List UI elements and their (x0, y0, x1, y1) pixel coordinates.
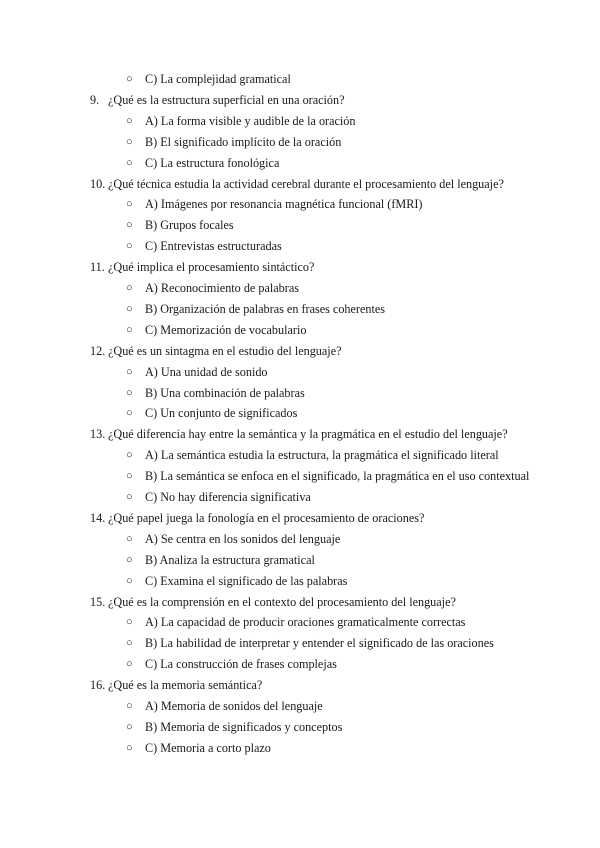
answer-option-text: C) La estructura fonológica (145, 155, 280, 170)
answer-option-text: A) Se centra en los sonidos del lenguaje (145, 531, 341, 546)
question-text: ¿Qué implica el procesamiento sintáctico? (108, 260, 315, 275)
circle-bullet-icon: ○ (126, 553, 133, 566)
question-text: ¿Qué diferencia hay entre la semántica y la pragmática en el estudio del lenguaje? (108, 427, 508, 442)
question-number: 10. (90, 176, 106, 191)
circle-bullet-icon: ○ (126, 156, 133, 169)
circle-bullet-icon: ○ (126, 73, 133, 85)
question-text: ¿Qué es un sintagma en el estudio del lenguaje? (108, 343, 342, 358)
circle-bullet-icon: ○ (126, 574, 133, 587)
answer-option-text: B) Organización de palabras en frases coherentes (145, 301, 386, 316)
answer-option-text: A) La capacidad de producir oraciones gramaticalmente correctas (145, 615, 466, 630)
circle-bullet-icon: ○ (126, 720, 133, 733)
circle-bullet-icon: ○ (126, 470, 133, 483)
circle-bullet-icon: ○ (126, 658, 133, 671)
question-number: 13. (90, 427, 106, 442)
circle-bullet-icon: ○ (126, 616, 133, 629)
circle-bullet-icon: ○ (126, 637, 133, 650)
answer-option-text: C) Entrevistas estructuradas (145, 239, 282, 254)
circle-bullet-icon: ○ (126, 198, 133, 211)
question-number: 15. (90, 594, 106, 609)
answer-option-text: B) La semántica se enfoca en el significado, la pragmática en el uso contextual (145, 469, 530, 484)
question-text: ¿Qué es la memoria semántica? (108, 678, 263, 693)
answer-option-text: C) Un conjunto de significados (145, 406, 298, 421)
question-text: ¿Qué papel juega la fonología en el procesamiento de oraciones? (108, 510, 425, 525)
question-number: 14. (90, 510, 106, 525)
answer-option-text: B) Una combinación de palabras (145, 385, 305, 400)
answer-option-text: A) La semántica estudia la estructura, la pragmática el significado literal (145, 448, 499, 463)
question-number: 12. (90, 343, 106, 358)
circle-bullet-icon: ○ (126, 219, 133, 232)
circle-bullet-icon: ○ (126, 302, 133, 315)
question-text: ¿Qué técnica estudia la actividad cerebral durante el procesamiento del lenguaje? (108, 176, 504, 191)
answer-option-text: A) Reconocimiento de palabras (145, 281, 299, 295)
answer-option-text: B) Memoria de significados y conceptos (145, 719, 343, 734)
answer-option-text: B) La habilidad de interpretar y entender el significado de las oraciones (145, 636, 494, 651)
circle-bullet-icon: ○ (126, 491, 133, 503)
circle-bullet-icon: ○ (126, 282, 133, 294)
circle-bullet-icon: ○ (126, 741, 133, 754)
question-text: ¿Qué es la comprensión en el contexto del procesamiento del lenguaje? (108, 594, 456, 609)
circle-bullet-icon: ○ (126, 386, 133, 399)
answer-option-text: C) La construcción de frases complejas (145, 657, 337, 672)
answer-option-text: A) Imágenes por resonancia magnética funcional (fMRI) (145, 197, 423, 212)
answer-option-text: A) La forma visible y audible de la oración (145, 113, 356, 128)
answer-option-text: B) Analiza la estructura gramatical (145, 552, 315, 567)
answer-option-text: C) Memoria a corto plazo (145, 740, 271, 755)
circle-bullet-icon: ○ (126, 700, 133, 712)
circle-bullet-icon: ○ (126, 135, 133, 148)
answer-option-text: C) Examina el significado de las palabras (145, 573, 348, 588)
answer-option-text: B) Grupos focales (145, 218, 234, 233)
circle-bullet-icon: ○ (126, 365, 133, 378)
answer-option-text: C) Memorización de vocabulario (145, 322, 307, 337)
answer-option-text: A) Memoria de sonidos del lenguaje (145, 699, 323, 713)
answer-option-text: C) La complejidad gramatical (145, 72, 291, 86)
circle-bullet-icon: ○ (126, 323, 133, 336)
answer-option-text: B) El significado implícito de la oración (145, 134, 342, 149)
question-text: ¿Qué es la estructura superficial en una oración? (108, 92, 345, 107)
circle-bullet-icon: ○ (126, 240, 133, 253)
circle-bullet-icon: ○ (126, 532, 133, 545)
circle-bullet-icon: ○ (126, 114, 133, 127)
question-number: 11. (90, 260, 105, 275)
answer-option-text: C) No hay diferencia significativa (145, 490, 311, 504)
circle-bullet-icon: ○ (126, 449, 133, 462)
question-number: 9. (90, 92, 100, 107)
answer-option-text: A) Una unidad de sonido (145, 364, 268, 379)
circle-bullet-icon: ○ (126, 407, 133, 420)
question-number: 16. (90, 678, 106, 693)
